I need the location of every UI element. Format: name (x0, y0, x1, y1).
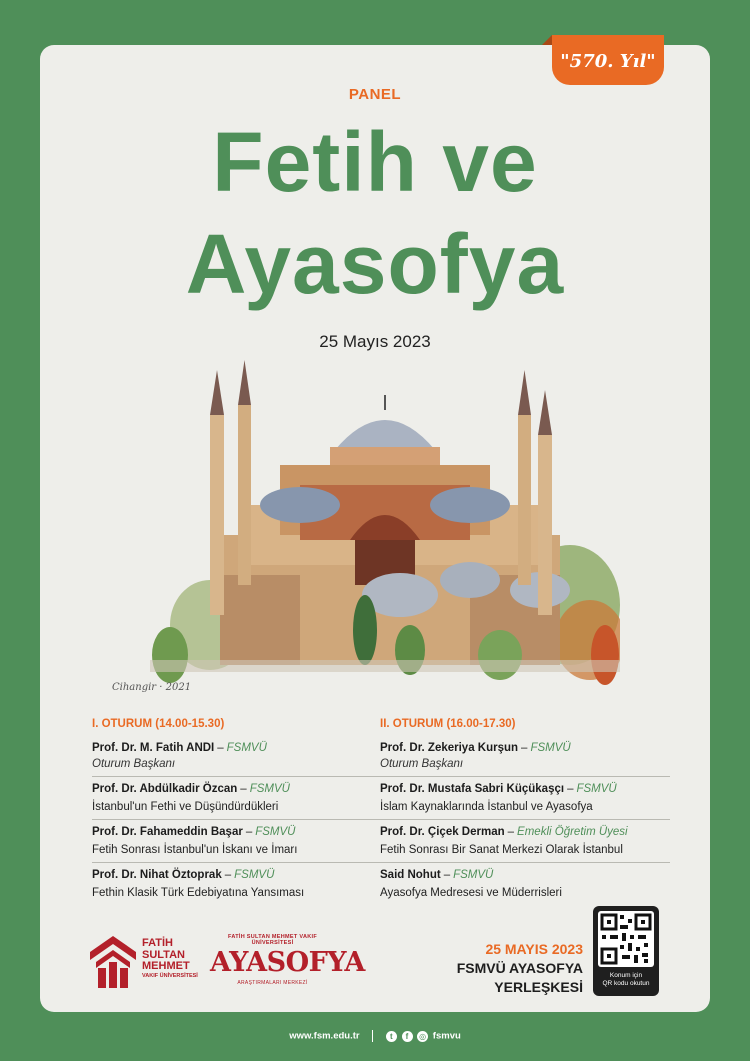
qr-caption-line2: QR kodu okutun (602, 980, 650, 987)
event-date: 25 Mayıs 2023 (319, 332, 431, 351)
fsm-logo-line2: SULTAN (142, 948, 185, 961)
session-2-entry: Prof. Dr. Çiçek Derman – Emekli Öğretim Üyesi Fetih Sonrası Bir Sanat Merkezi Olarak İstanbul (380, 824, 670, 863)
speaker-affiliation: FSMVÜ (255, 826, 296, 838)
panel-label: PANEL (348, 86, 402, 103)
venue-date: 25 MAYIS 2023 (485, 941, 583, 957)
session-1-entry: Prof. Dr. Nihat Öztoprak – FSMVÜ Fethin Klasik Türk Edebiyatına Yansıması (92, 867, 382, 905)
footer-divider (372, 1030, 373, 1042)
speaker-role: Oturum Başkanı (92, 758, 176, 770)
social-handle: fsmvu (432, 1030, 461, 1042)
speaker-affiliation: FSMVÜ (576, 783, 617, 795)
speaker-name: Prof. Dr. Çiçek Derman (380, 826, 505, 838)
ayasofya-logo-top: FATİH SULTAN MEHMET VAKIF ÜNİVERSİTESİ (228, 934, 317, 946)
speaker-affiliation: FSMVÜ (234, 869, 275, 881)
facebook-icon[interactable]: f (402, 1031, 413, 1042)
qr-code-icon (598, 911, 654, 967)
location-qr-code[interactable] (593, 906, 659, 996)
anniversary-text: "570. Yıl" (560, 51, 656, 72)
illustration-signature: Cihangir · 2021 (112, 682, 192, 693)
fsm-logo-line4: VAKIF ÜNİVERSİTESİ (142, 972, 198, 979)
talk-topic: Ayasofya Medresesi ve Müderrisleri (380, 887, 562, 899)
session-1-entry: Prof. Dr. Abdülkadir Özcan – FSMVÜ İstanbul'un Fethi ve Düşündürdükleri (92, 781, 382, 820)
speaker-affiliation: FSMVÜ (530, 742, 571, 754)
fsm-logo-line3: MEHMET (142, 960, 190, 972)
session-2 (380, 718, 670, 909)
session-1-entry: Prof. Dr. Fahameddin Başar – FSMVÜ Fetih Sonrası İstanbul'un İskanı ve İmarı (92, 824, 382, 863)
speaker-name: Prof. Dr. Zekeriya Kurşun (380, 742, 519, 754)
ayasofya-logo-wordmark: AYASOFYA (210, 947, 365, 978)
speaker-affiliation: Emekli Öğretim Üyesi (517, 826, 628, 838)
talk-topic: Fetih Sonrası Bir Sanat Merkezi Olarak İstanbul (380, 844, 623, 856)
instagram-icon[interactable]: ◎ (417, 1031, 428, 1042)
title-line-2: Ayasofya (185, 217, 565, 311)
venue-line2: YERLEŞKESİ (494, 979, 583, 995)
session-2-entry: Prof. Dr. Mustafa Sabri Küçükaşçı – FSMVÜ İslam Kaynaklarında İstanbul ve Ayasofya (380, 781, 670, 820)
fsm-logo-mark-icon (88, 934, 138, 990)
speaker-name: Prof. Dr. Abdülkadir Özcan (92, 783, 238, 795)
talk-topic: İstanbul'un Fethi ve Düşündürdükleri (92, 801, 279, 813)
venue-line1: FSMVÜ AYASOFYA (456, 960, 583, 976)
ayasofya-center-logo (210, 934, 365, 994)
speaker-name: Prof. Dr. Mustafa Sabri Küçükaşçı (380, 783, 565, 795)
session-1-entry: Prof. Dr. M. Fatih ANDI – FSMVÜ Oturum Başkanı (92, 740, 382, 777)
anniversary-ribbon (552, 35, 664, 85)
session-2-entry: Prof. Dr. Zekeriya Kurşun – FSMVÜ Oturum Başkanı (380, 740, 670, 777)
talk-topic: İslam Kaynaklarında İstanbul ve Ayasofya (380, 801, 593, 813)
speaker-name: Prof. Dr. Fahameddin Başar (92, 826, 243, 838)
talk-topic: Fetih Sonrası İstanbul'un İskanı ve İmarı (92, 844, 298, 856)
talk-topic: Fethin Klasik Türk Edebiyatına Yansıması (92, 887, 305, 899)
title-line-1: Fetih ve (212, 115, 538, 209)
session-1 (92, 718, 382, 909)
twitter-icon[interactable]: t (386, 1031, 397, 1042)
ayasofya-logo-bottom: ARAŞTIRMALARI MERKEZİ (237, 980, 308, 986)
speaker-name: Said Nohut (380, 869, 441, 881)
qr-caption-line1: Konum için (609, 972, 643, 979)
session-2-heading: II. OTURUM (16.00-17.30) (380, 718, 516, 730)
speaker-affiliation: FSMVÜ (453, 869, 494, 881)
venue-info (457, 940, 583, 997)
footer (0, 1030, 750, 1042)
speaker-affiliation: FSMVÜ (226, 742, 267, 754)
speaker-role: Oturum Başkanı (380, 758, 464, 770)
hagia-sophia-illustration (150, 355, 620, 700)
website-link[interactable]: www.fsm.edu.tr (289, 1030, 360, 1042)
session-2-entry: Said Nohut – FSMVÜ Ayasofya Medresesi ve Müderrisleri (380, 867, 670, 905)
session-1-heading: I. OTURUM (14.00-15.30) (92, 718, 225, 730)
speaker-name: Prof. Dr. M. Fatih ANDI (92, 742, 215, 754)
speaker-affiliation: FSMVÜ (249, 783, 290, 795)
fsm-logo-line1: FATİH (142, 937, 173, 949)
fsm-university-logo (88, 934, 228, 990)
speaker-name: Prof. Dr. Nihat Öztoprak (92, 869, 222, 881)
